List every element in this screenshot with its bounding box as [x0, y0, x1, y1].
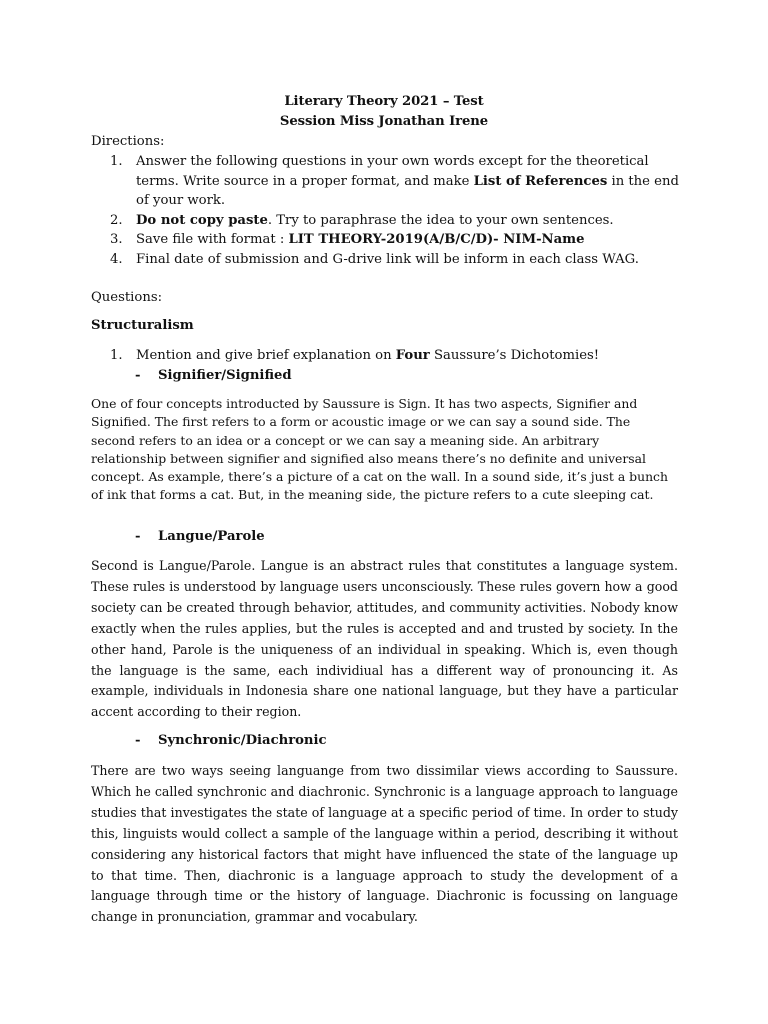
- direction-item-4: [110, 250, 680, 270]
- direction-text: . Try to paraphrase the idea to your own sentences.: [267, 212, 614, 228]
- document-subtitle: Session Miss Jonathan Irene: [279, 114, 489, 129]
- bullet-dash: -: [135, 733, 141, 748]
- subsection-heading-langue: [135, 529, 265, 544]
- questions-label: Questions:: [91, 290, 163, 305]
- direction-number: 4.: [110, 251, 123, 267]
- direction-item-1: [110, 152, 680, 211]
- direction-text: Answer the following questions in your own words except for the theoretical terms. Write source in a proper format, and make: [136, 154, 649, 189]
- question-text: Saussure’s Dichotomies!: [429, 348, 600, 363]
- question-text: Mention and give brief explanation on: [136, 348, 396, 363]
- question-item-1: [110, 346, 599, 366]
- bullet-dash: -: [135, 529, 141, 544]
- paragraph-signifier: One of four concepts introducted by Saussure is Sign. It has two aspects, Signifier and Signified. The first refers to a form or acoustic image or we can say a sound side. The second refers to an idea or a concept or we can say a meaning side. An arbitrary relationship between signifier and signified also means there’s no definite and universal concept. As example, there’s a picture of a cat on the wall. In a sound side, it’s just a bunch of ink that forms a cat. But, in the meaning side, the picture refers to a cute sleeping cat.: [91, 396, 668, 503]
- direction-number: 3.: [110, 232, 123, 247]
- direction-text-bold: List of References: [473, 173, 608, 189]
- direction-item-2: [110, 211, 680, 231]
- direction-text-bold: LIT THEORY-2019(A/B/C/D)- NIM-Name: [288, 232, 585, 247]
- paragraph-langue: Second is Langue/Parole. Langue is an abstract rules that constitutes a language system. These rules is understood by language users unconsciously. These rules govern how a good society can be created through behavior, attitudes, and community activities. Nobody know exactly when the rules applies, but the rules is accepted and and trusted by society. In the other hand, Parole is the uniqueness of an individual in speaking. Which is, even though the language is the same, each individiual has a different way of pronouncing it. As example, individuals in Indonesia share one national language, but they have a particular accent according to their region.: [91, 558, 678, 720]
- subsection-heading-text: Langue/Parole: [158, 529, 265, 544]
- direction-text: Save file with format :: [136, 232, 289, 247]
- directions-list: [110, 152, 680, 269]
- direction-text: Final date of submission and G-drive link will be inform in each class WAG.: [136, 251, 639, 267]
- direction-number: 2.: [110, 212, 123, 228]
- subsection-heading-text: Synchronic/Diachronic: [158, 733, 327, 748]
- direction-item-3: [110, 230, 680, 250]
- document-title: Literary Theory 2021 – Test: [284, 94, 484, 109]
- subsection-heading-signifier: [135, 368, 292, 383]
- section-title: Structuralism: [91, 318, 194, 333]
- direction-number: 1.: [110, 154, 123, 169]
- paragraph-synchronic: There are two ways seeing languange from two dissimilar views according to Saussure. Which he called synchronic and diachronic. Synchronic is a language approach to language studies that investigates the state of language at a specific period of time. In order to study this, linguists would collect a sample of the language within a period, describing it without considering any historical factors that might have influenced the state of the language up to that time. Then, diachronic is a language approach to study the development of a language through time or the history of language. Diachronic is focussing on language change in pronunciation, grammar and vocabulary.: [91, 763, 678, 925]
- subsection-heading-text: Signifier/Signified: [158, 368, 292, 383]
- directions-label: Directions:: [91, 134, 165, 149]
- subsection-heading-synchronic: [135, 733, 327, 748]
- direction-text-bold: Do not copy paste: [136, 212, 268, 228]
- bullet-dash: -: [135, 368, 141, 383]
- direction-text: in the end of your work.: [136, 173, 679, 208]
- questions-list: [110, 346, 599, 366]
- question-number: 1.: [110, 348, 123, 363]
- question-text-bold: Four: [395, 348, 430, 363]
